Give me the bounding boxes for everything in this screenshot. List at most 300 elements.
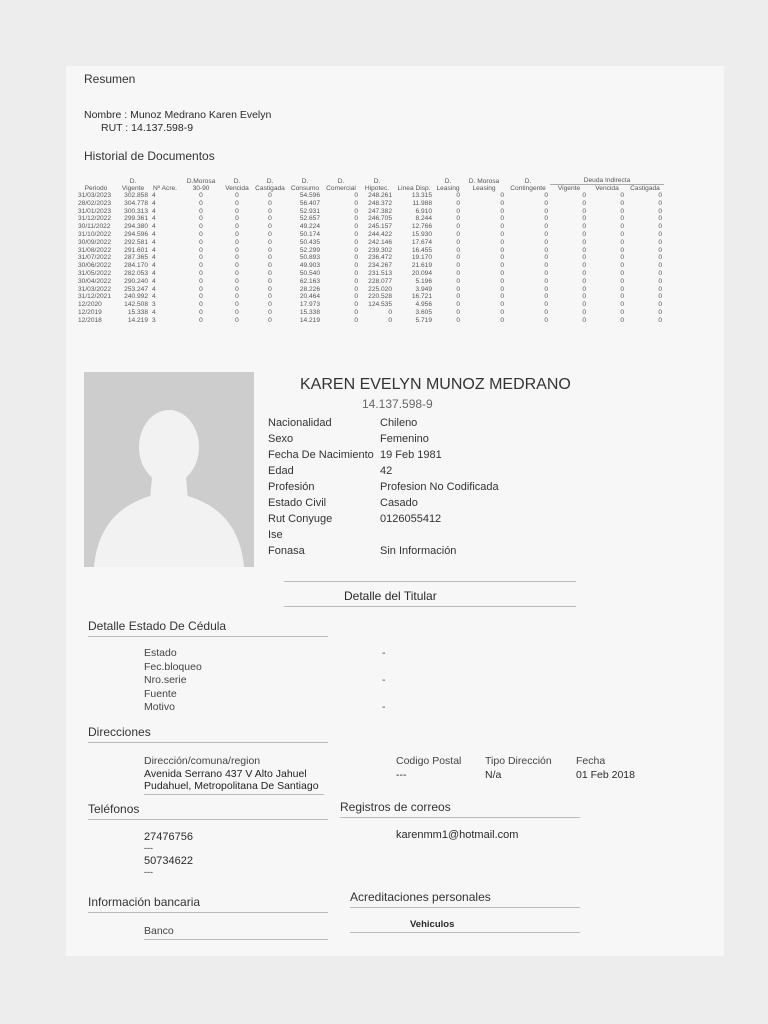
nombre-line: Nombre : Munoz Medrano Karen Evelyn xyxy=(84,109,272,121)
table-cell: 0 xyxy=(582,301,586,309)
table-cell: 0 xyxy=(620,246,624,254)
divider xyxy=(88,636,328,637)
table-cell: 0 xyxy=(582,192,586,199)
table-row xyxy=(76,309,664,317)
table-cell: 21.619 xyxy=(411,262,432,270)
historial-column-header: D. Contingente xyxy=(510,178,546,192)
historial-group-header: Deuda Indirecta xyxy=(583,177,631,184)
table-cell: 0 xyxy=(268,199,272,207)
historial-column-header: Periodo xyxy=(84,185,108,192)
profile-field-label: Profesión xyxy=(268,481,315,493)
historial-column-header: D. Morosa Leasing xyxy=(468,178,500,192)
telefonos-title: Teléfonos xyxy=(88,802,140,816)
table-cell: 0 xyxy=(456,192,460,199)
table-cell: 0 xyxy=(620,215,624,223)
dir-header-codigo-postal: Codigo Postal xyxy=(396,755,462,767)
table-cell: 0 xyxy=(620,192,624,199)
address-line-1: Avenida Serrano 437 V Alto Jahuel xyxy=(144,768,307,780)
table-cell: 0 xyxy=(658,285,662,293)
rut-value: 14.137.598-9 xyxy=(131,122,194,134)
table-row xyxy=(76,231,664,239)
table-cell: 0 xyxy=(456,238,460,246)
cedula-field-label: Fuente xyxy=(144,687,177,700)
table-cell: 16.721 xyxy=(411,293,432,301)
table-cell: 20.464 xyxy=(299,293,320,301)
historial-body xyxy=(76,192,664,325)
table-cell: 0 xyxy=(500,269,504,277)
table-cell: 0 xyxy=(199,301,203,309)
table-cell: 31/03/2023 xyxy=(78,192,112,199)
profile-field-label: Edad xyxy=(268,465,294,477)
table-cell: 234.267 xyxy=(368,262,392,270)
table-cell: 0 xyxy=(582,285,586,293)
table-cell: 0 xyxy=(620,262,624,270)
table-cell: 0 xyxy=(544,269,548,277)
table-cell: 0 xyxy=(620,316,624,324)
table-cell: 0 xyxy=(268,207,272,215)
table-cell: 0 xyxy=(658,207,662,215)
historial-title: Historial de Documentos xyxy=(84,149,215,163)
table-cell: 3 xyxy=(152,301,156,309)
table-cell: 12/2019 xyxy=(78,308,102,316)
table-cell: 0 xyxy=(544,238,548,246)
table-cell: 0 xyxy=(620,308,624,316)
table-cell: 0 xyxy=(658,238,662,246)
table-cell: 4 xyxy=(152,199,156,207)
table-cell: 0 xyxy=(268,269,272,277)
table-cell: 28/02/2023 xyxy=(78,199,112,207)
table-cell: 0 xyxy=(658,301,662,309)
divider xyxy=(144,794,324,795)
table-cell: 292.581 xyxy=(124,238,148,246)
table-cell: 0 xyxy=(268,285,272,293)
table-cell: 30/06/2022 xyxy=(78,262,112,270)
table-cell: 284.170 xyxy=(124,262,148,270)
table-cell: 246.705 xyxy=(368,215,392,223)
cedula-field-label: Estado xyxy=(144,647,177,659)
dir-header-fecha: Fecha xyxy=(576,755,606,767)
table-cell: 3.949 xyxy=(415,285,432,293)
profile-field-value: 42 xyxy=(380,465,393,477)
table-cell: 0 xyxy=(582,269,586,277)
codigo-postal-value: --- xyxy=(396,769,407,781)
banco-label: Banco xyxy=(144,925,174,937)
table-cell: 0 xyxy=(620,277,624,285)
table-cell: 4 xyxy=(152,269,156,277)
historial-header-row xyxy=(76,177,664,185)
table-cell: 4 xyxy=(152,238,156,246)
table-cell: 17.674 xyxy=(411,238,432,246)
table-cell: 0 xyxy=(582,230,586,238)
table-cell: 0 xyxy=(268,254,272,262)
table-cell: 0 xyxy=(500,285,504,293)
divider xyxy=(284,581,576,582)
table-cell: 248.261 xyxy=(368,192,392,199)
avatar-silhouette-icon xyxy=(84,372,254,567)
table-cell: 14.219 xyxy=(127,316,148,324)
table-cell: 0 xyxy=(199,207,203,215)
profile-rut: 14.137.598-9 xyxy=(362,397,433,411)
table-cell: 225.020 xyxy=(368,285,392,293)
table-row xyxy=(76,254,664,262)
table-cell: 0 xyxy=(658,230,662,238)
table-cell: 0 xyxy=(354,246,358,254)
table-cell: 247.382 xyxy=(368,207,392,215)
table-cell: 0 xyxy=(544,246,548,254)
table-cell: 0 xyxy=(456,277,460,285)
table-cell: 0 xyxy=(354,238,358,246)
table-cell: 0 xyxy=(199,269,203,277)
table-cell: 0 xyxy=(544,277,548,285)
table-cell: 0 xyxy=(544,207,548,215)
table-cell: 4 xyxy=(152,246,156,254)
table-cell: 54.596 xyxy=(299,192,320,199)
table-cell: 0 xyxy=(235,199,239,207)
table-cell: 0 xyxy=(354,262,358,270)
table-cell: 0 xyxy=(235,285,239,293)
table-cell: 0 xyxy=(658,223,662,231)
table-cell: 299.361 xyxy=(124,215,148,223)
table-cell: 31/05/2022 xyxy=(78,269,112,277)
table-cell: 52.299 xyxy=(299,246,320,254)
table-cell: 0 xyxy=(500,301,504,309)
table-cell: 0 xyxy=(658,254,662,262)
telefono-item: --- xyxy=(144,843,153,853)
table-cell: 239.302 xyxy=(368,246,392,254)
detalle-titular-title: Detalle del Titular xyxy=(344,589,437,603)
table-cell: 20.094 xyxy=(411,269,432,277)
table-cell: 0 xyxy=(544,192,548,199)
historial-subcolumn-header: Castigada xyxy=(626,185,664,193)
table-cell: 0 xyxy=(235,207,239,215)
telefono-item: 27476756 xyxy=(144,831,193,843)
table-cell: 5.719 xyxy=(415,316,432,324)
rut-label: RUT : xyxy=(101,122,129,134)
historial-column-header: D.Morosa 30-90 xyxy=(186,178,216,192)
tipo-direccion-value: N/a xyxy=(485,769,502,781)
table-cell: 244.422 xyxy=(368,230,392,238)
table-cell: 287.365 xyxy=(124,254,148,262)
profile-field-value: 0126055412 xyxy=(380,513,442,525)
cedula-field-label: Nro.serie xyxy=(144,674,187,686)
table-cell: 12/2018 xyxy=(78,316,102,324)
table-cell: 0 xyxy=(199,230,203,238)
divider xyxy=(350,932,580,933)
table-row xyxy=(76,215,664,223)
table-cell: 142.508 xyxy=(124,301,148,309)
table-cell: 253.247 xyxy=(124,285,148,293)
table-cell: 0 xyxy=(199,223,203,231)
table-cell: 0 xyxy=(456,254,460,262)
historial-table xyxy=(76,177,664,325)
historial-column-header: D. Castigada xyxy=(255,178,285,192)
table-row xyxy=(76,301,664,309)
table-cell: 5.196 xyxy=(415,277,432,285)
table-cell: 0 xyxy=(199,246,203,254)
direcciones-title: Direcciones xyxy=(88,725,151,739)
table-cell: 0 xyxy=(500,308,504,316)
table-cell: 14.219 xyxy=(299,316,320,324)
correos-title: Registros de correos xyxy=(340,800,451,814)
dir-header-tipo: Tipo Dirección xyxy=(485,755,552,767)
table-cell: 4 xyxy=(152,207,156,215)
table-cell: 0 xyxy=(582,246,586,254)
profile-field-label: Ise xyxy=(268,529,283,541)
table-cell: 11.988 xyxy=(412,199,432,207)
historial-column-header: Nº Acre. xyxy=(152,185,178,192)
table-cell: 0 xyxy=(354,199,358,207)
table-cell: 3.605 xyxy=(415,308,432,316)
table-cell: 290.240 xyxy=(124,277,148,285)
divider xyxy=(144,939,328,940)
table-cell: 31/12/2022 xyxy=(78,215,112,223)
divider xyxy=(88,742,328,743)
table-cell: 0 xyxy=(500,316,504,324)
table-cell: 302.858 xyxy=(124,192,148,199)
table-cell: 0 xyxy=(199,262,203,270)
table-cell: 0 xyxy=(582,199,586,207)
table-cell: 0 xyxy=(658,246,662,254)
table-cell: 248.372 xyxy=(368,199,392,207)
table-cell: 0 xyxy=(354,285,358,293)
cedula-title: Detalle Estado De Cédula xyxy=(88,619,227,633)
table-cell: 0 xyxy=(500,230,504,238)
dir-header-direccion: Dirección/comuna/region xyxy=(144,755,261,767)
divider xyxy=(284,606,576,607)
profile-field-label: Fonasa xyxy=(268,545,305,557)
table-cell: 50.893 xyxy=(299,254,320,262)
table-cell: 0 xyxy=(456,199,460,207)
historial-column-header: D. Comercial xyxy=(326,178,356,192)
table-cell: 0 xyxy=(354,316,358,324)
table-cell: 49.903 xyxy=(299,262,320,270)
table-cell: 4 xyxy=(152,223,156,231)
table-cell: 0 xyxy=(388,308,392,316)
table-cell: 0 xyxy=(620,293,624,301)
table-cell: 0 xyxy=(354,308,358,316)
table-cell: 4 xyxy=(152,277,156,285)
table-cell: 0 xyxy=(456,308,460,316)
fecha-value: 01 Feb 2018 xyxy=(576,769,635,781)
cedula-field-label: Motivo xyxy=(144,701,175,713)
bancaria-title: Información bancaria xyxy=(88,895,201,909)
table-row xyxy=(76,317,664,325)
table-cell: 0 xyxy=(354,223,358,231)
table-cell: 291.601 xyxy=(124,246,148,254)
table-cell: 0 xyxy=(354,207,358,215)
profile-field-label: Sexo xyxy=(268,433,294,445)
profile-field-label: Rut Conyuge xyxy=(268,513,333,525)
profile-field-value: Chileno xyxy=(380,417,418,429)
table-cell: 0 xyxy=(456,215,460,223)
table-cell: 50.540 xyxy=(299,269,320,277)
table-cell: 0 xyxy=(268,293,272,301)
table-cell: 282.053 xyxy=(124,269,148,277)
table-cell: 0 xyxy=(456,230,460,238)
table-cell: 3 xyxy=(152,316,156,324)
cedula-field-value: - xyxy=(382,674,386,686)
profile-field-value: 19 Feb 1981 xyxy=(380,449,442,461)
table-cell: 0 xyxy=(456,223,460,231)
table-cell: 4 xyxy=(152,308,156,316)
table-cell: 0 xyxy=(456,262,460,270)
table-cell: 0 xyxy=(456,285,460,293)
table-row xyxy=(76,278,664,286)
table-cell: 0 xyxy=(235,192,239,199)
table-cell: 13.315 xyxy=(411,192,432,199)
table-cell: 0 xyxy=(456,269,460,277)
table-cell: 0 xyxy=(354,301,358,309)
table-cell: 31/08/2022 xyxy=(78,246,112,254)
table-cell: 0 xyxy=(500,254,504,262)
cedula-field-value: - xyxy=(382,701,386,713)
table-row xyxy=(76,208,664,216)
table-cell: 16.455 xyxy=(411,246,432,254)
table-cell: 0 xyxy=(620,207,624,215)
table-cell: 304.778 xyxy=(124,199,148,207)
table-cell: 0 xyxy=(268,301,272,309)
table-cell: 52.657 xyxy=(299,215,320,223)
table-cell: 245.157 xyxy=(368,223,392,231)
profile-field-value: Sin Información xyxy=(380,545,457,557)
table-cell: 0 xyxy=(620,301,624,309)
table-cell: 0 xyxy=(354,230,358,238)
table-cell: 0 xyxy=(235,293,239,301)
table-cell: 62.163 xyxy=(299,277,320,285)
profile-field-label: Nacionalidad xyxy=(268,417,332,429)
historial-subcolumn-header: Vigente xyxy=(550,185,588,193)
divider xyxy=(340,817,580,818)
table-cell: 294.596 xyxy=(124,230,148,238)
table-cell: 4 xyxy=(152,215,156,223)
table-cell: 0 xyxy=(268,262,272,270)
profile-field-label: Estado Civil xyxy=(268,497,327,509)
table-cell: 0 xyxy=(582,293,586,301)
table-cell: 17.973 xyxy=(299,301,320,309)
table-row xyxy=(76,293,664,301)
table-cell: 30/09/2022 xyxy=(78,238,112,246)
table-cell: 0 xyxy=(658,269,662,277)
table-cell: 0 xyxy=(268,230,272,238)
table-cell: 0 xyxy=(199,277,203,285)
table-cell: 4 xyxy=(152,192,156,199)
table-cell: 0 xyxy=(658,277,662,285)
table-cell: 19.170 xyxy=(411,254,432,262)
table-cell: 0 xyxy=(456,246,460,254)
table-cell: 0 xyxy=(199,238,203,246)
cedula-field-label: Fec.bloqueo xyxy=(144,660,202,673)
table-cell: 0 xyxy=(235,301,239,309)
table-cell: 0 xyxy=(620,285,624,293)
table-cell: 12/2020 xyxy=(78,301,102,309)
table-cell: 31/10/2022 xyxy=(78,230,112,238)
table-cell: 30/11/2022 xyxy=(78,223,111,231)
table-cell: 0 xyxy=(658,192,662,199)
table-cell: 0 xyxy=(268,238,272,246)
table-cell: 52.931 xyxy=(299,207,320,215)
telefono-item: 50734622 xyxy=(144,855,193,867)
table-cell: 0 xyxy=(582,215,586,223)
table-cell: 0 xyxy=(500,199,504,207)
table-cell: 0 xyxy=(620,254,624,262)
table-cell: 0 xyxy=(199,215,203,223)
table-row xyxy=(76,192,664,200)
table-cell: 4 xyxy=(152,254,156,262)
table-cell: 0 xyxy=(658,293,662,301)
table-cell: 0 xyxy=(235,316,239,324)
historial-column-header: D. Leasing xyxy=(436,178,460,192)
table-row xyxy=(76,286,664,294)
table-cell: 0 xyxy=(544,215,548,223)
table-cell: 0 xyxy=(456,316,460,324)
table-cell: 4 xyxy=(152,262,156,270)
table-cell: 0 xyxy=(199,308,203,316)
table-cell: 0 xyxy=(268,215,272,223)
table-cell: 50.174 xyxy=(299,230,320,238)
table-cell: 0 xyxy=(658,308,662,316)
table-cell: 0 xyxy=(388,316,392,324)
table-cell: 0 xyxy=(235,262,239,270)
table-cell: 0 xyxy=(199,192,203,199)
table-row xyxy=(76,223,664,231)
table-cell: 0 xyxy=(354,269,358,277)
historial-column-header: D. Vigente xyxy=(121,178,145,192)
profile-name: KAREN EVELYN MUNOZ MEDRANO xyxy=(300,376,571,393)
table-cell: 0 xyxy=(544,285,548,293)
table-cell: 0 xyxy=(582,262,586,270)
table-cell: 31/01/2023 xyxy=(78,207,112,215)
table-cell: 4 xyxy=(152,230,156,238)
table-cell: 0 xyxy=(658,199,662,207)
table-cell: 0 xyxy=(544,308,548,316)
divider xyxy=(88,819,328,820)
table-cell: 0 xyxy=(500,262,504,270)
resumen-title: Resumen xyxy=(84,72,136,86)
table-cell: 0 xyxy=(268,246,272,254)
table-cell: 231.513 xyxy=(368,269,392,277)
table-row xyxy=(76,270,664,278)
profile-field-value: Profesion No Codificada xyxy=(380,481,499,493)
table-cell: 240.992 xyxy=(124,293,148,301)
table-row xyxy=(76,262,664,270)
table-cell: 56.407 xyxy=(299,199,320,207)
table-cell: 0 xyxy=(235,215,239,223)
table-cell: 8.244 xyxy=(415,215,432,223)
table-cell: 0 xyxy=(620,223,624,231)
table-cell: 0 xyxy=(354,293,358,301)
table-cell: 31/07/2022 xyxy=(78,254,112,262)
address-line-2: Pudahuel, Metropolitana De Santiago xyxy=(144,780,319,792)
historial-column-header: D. Consumo xyxy=(290,178,320,192)
table-cell: 15.338 xyxy=(299,308,320,316)
table-cell: 4 xyxy=(152,285,156,293)
table-cell: 0 xyxy=(235,308,239,316)
table-cell: 49.224 xyxy=(299,223,320,231)
table-row xyxy=(76,200,664,208)
table-cell: 0 xyxy=(199,316,203,324)
table-cell: 0 xyxy=(268,223,272,231)
table-cell: 50.435 xyxy=(299,238,320,246)
table-cell: 0 xyxy=(544,254,548,262)
table-cell: 4 xyxy=(152,293,156,301)
table-cell: 0 xyxy=(544,301,548,309)
table-cell: 124.535 xyxy=(368,301,392,309)
table-cell: 294.380 xyxy=(124,223,148,231)
table-cell: 220.528 xyxy=(368,293,392,301)
table-cell: 0 xyxy=(235,254,239,262)
historial-subcolumn-header: Vencida xyxy=(588,185,626,193)
table-cell: 0 xyxy=(354,254,358,262)
